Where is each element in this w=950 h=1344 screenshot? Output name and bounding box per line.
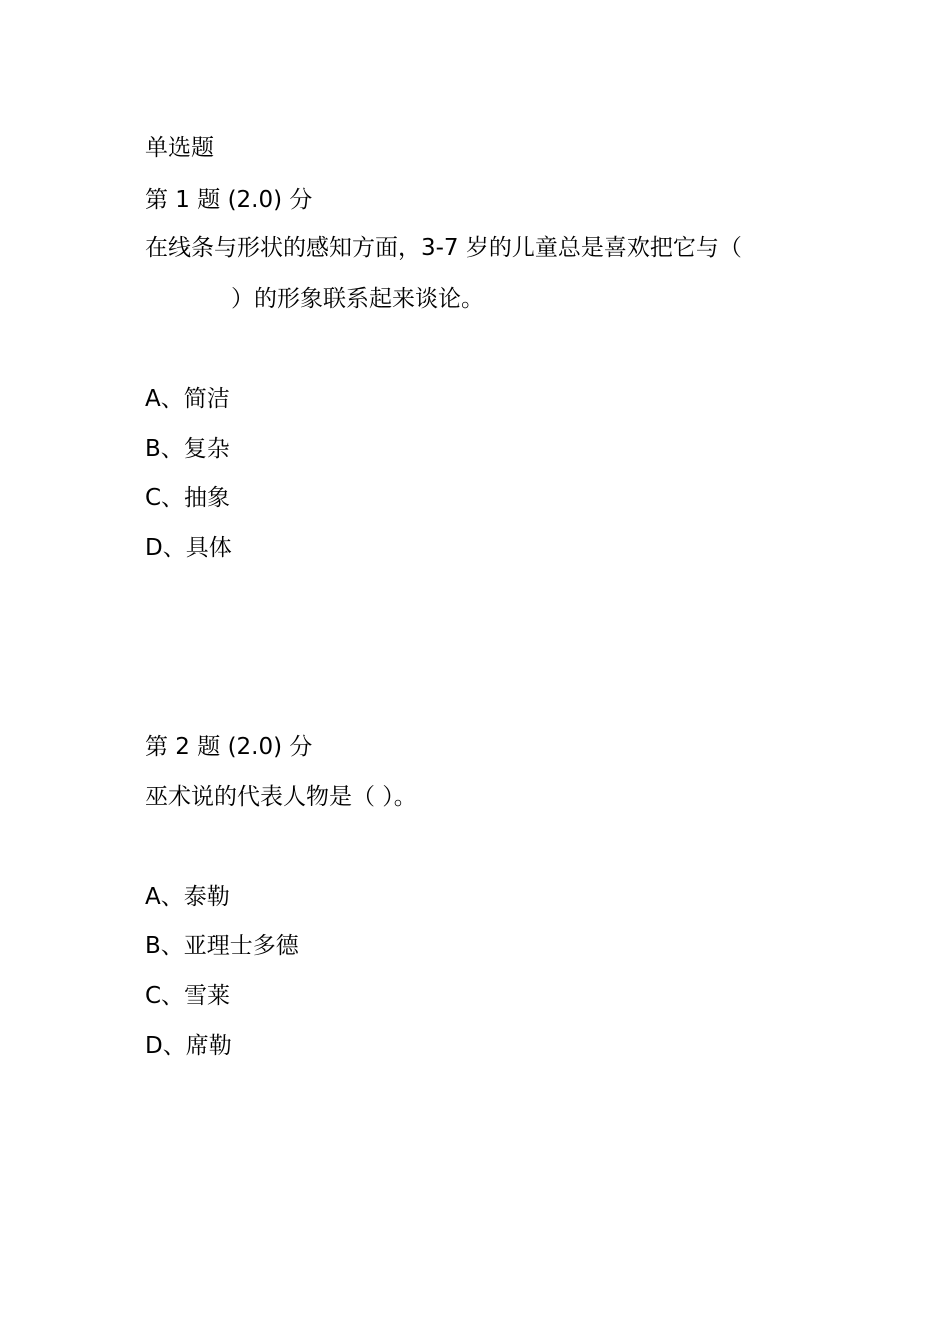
option-a: A、泰勒 — [145, 884, 230, 910]
question-stem-line-2 — [145, 283, 484, 315]
option-a: A、简洁 — [145, 386, 230, 412]
option-c: C、雪莱 — [145, 983, 231, 1009]
option-c: C、抽象 — [145, 485, 231, 511]
question-header: 第 1 题 (2.0) 分 — [145, 187, 313, 213]
section-title: 单选题 — [145, 135, 214, 161]
question-stem-line-2-text: ）的形象联系起来谈论。 — [231, 286, 484, 312]
option-b: B、亚理士多德 — [145, 933, 299, 959]
question-header: 第 2 题 (2.0) 分 — [145, 734, 313, 760]
option-b: B、复杂 — [145, 436, 230, 462]
option-d: D、具体 — [145, 535, 232, 561]
option-d: D、席勒 — [145, 1033, 232, 1059]
question-stem-line-1: 在线条与形状的感知方面，3-7 岁的儿童总是喜欢把它与（ — [145, 235, 742, 261]
question-stem-line-1: 巫术说的代表人物是（ ）。 — [145, 784, 417, 810]
